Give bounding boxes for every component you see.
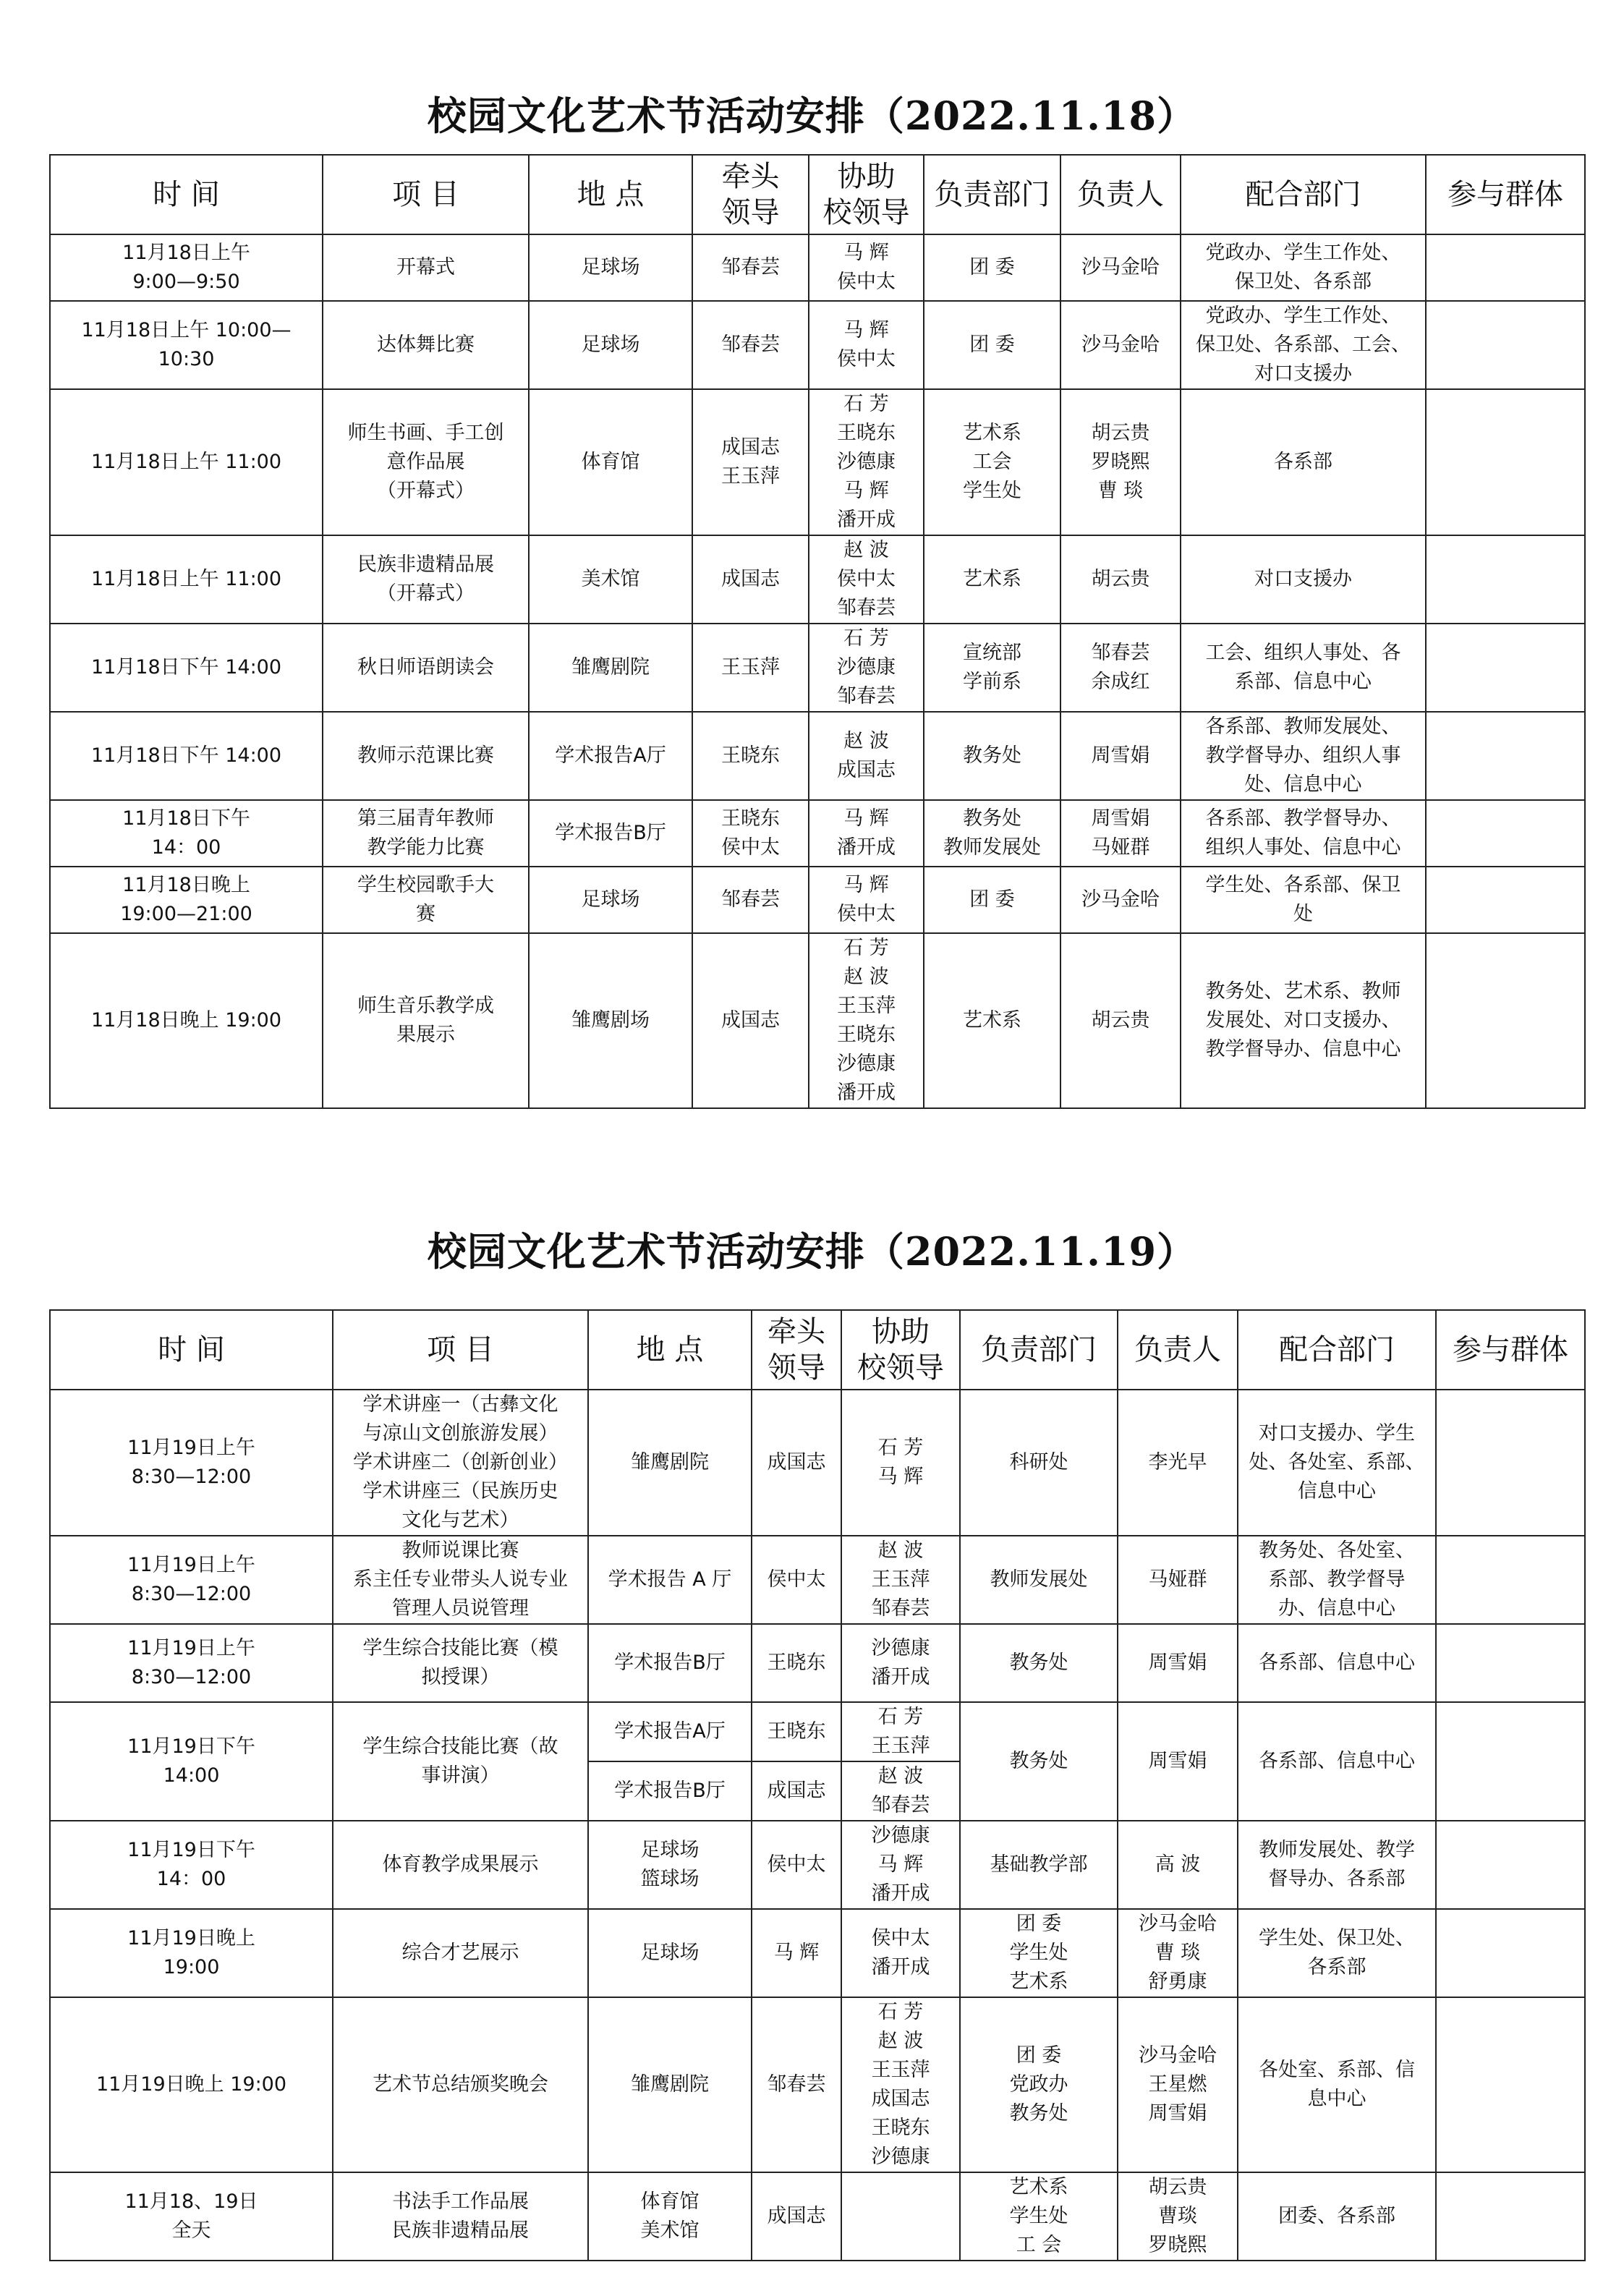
cell-item: 秋日师语朗读会 xyxy=(323,624,529,712)
cell-time: 11月19日下午 14：00 xyxy=(50,1821,333,1909)
table-header-row xyxy=(50,1310,1585,1390)
cell-lead: 邹春芸 xyxy=(692,301,809,389)
table-row xyxy=(50,234,1585,301)
cell-lead: 王晓东 侯中太 xyxy=(692,800,809,867)
cell-assist: 石 芳 沙德康 邹春芸 xyxy=(809,624,924,712)
cell-coop: 各处室、系部、信 息中心 xyxy=(1238,1997,1436,2172)
cell-coop: 教务处、各处室、 系部、教学督导 办、信息中心 xyxy=(1238,1536,1436,1624)
cell-lead: 成国志 xyxy=(752,1761,841,1821)
cell-place: 学术报告 A 厅 xyxy=(588,1536,752,1624)
cell-person: 周雪娟 xyxy=(1118,1702,1238,1821)
cell-person: 高 波 xyxy=(1118,1821,1238,1909)
cell-person: 沙马金哈 曹 琰 舒勇康 xyxy=(1118,1909,1238,1997)
cell-place: 体育馆 美术馆 xyxy=(588,2172,752,2261)
table-row xyxy=(50,800,1585,867)
cell-person: 沙马金哈 xyxy=(1060,867,1181,933)
cell-person: 胡云贵 xyxy=(1060,933,1181,1108)
table-row xyxy=(50,1624,1585,1702)
header-time: 时 间 xyxy=(50,1310,333,1390)
cell-time: 11月19日下午 14:00 xyxy=(50,1702,333,1821)
table-header-row xyxy=(50,155,1585,234)
table-row xyxy=(50,1821,1585,1909)
cell-assist: 沙德康 马 辉 潘开成 xyxy=(841,1821,960,1909)
cell-lead: 邹春芸 xyxy=(692,234,809,301)
cell-group xyxy=(1426,624,1585,712)
header-item: 项 目 xyxy=(323,155,529,234)
cell-item: 综合才艺展示 xyxy=(333,1909,588,1997)
cell-item: 师生书画、手工创 意作品展 （开幕式） xyxy=(323,389,529,535)
table-row xyxy=(50,712,1585,800)
cell-group xyxy=(1436,1997,1585,2172)
cell-assist: 马 辉 侯中太 xyxy=(809,234,924,301)
header-person: 负责人 xyxy=(1118,1310,1238,1390)
cell-lead: 马 辉 xyxy=(752,1909,841,1997)
table-row xyxy=(50,867,1585,933)
cell-person: 邹春芸 余成红 xyxy=(1060,624,1181,712)
cell-group xyxy=(1426,535,1585,624)
cell-time: 11月18日晚上 19:00 xyxy=(50,933,323,1108)
cell-coop: 教师发展处、教学 督导办、各系部 xyxy=(1238,1821,1436,1909)
cell-lead: 王晓东 xyxy=(752,1624,841,1702)
cell-coop: 工会、组织人事处、各 系部、信息中心 xyxy=(1181,624,1426,712)
cell-dept: 教务处 xyxy=(960,1624,1118,1702)
cell-person: 周雪娟 xyxy=(1060,712,1181,800)
cell-item: 达体舞比赛 xyxy=(323,301,529,389)
cell-place: 美术馆 xyxy=(529,535,692,624)
cell-person: 周雪娟 马娅群 xyxy=(1060,800,1181,867)
cell-item: 教师示范课比赛 xyxy=(323,712,529,800)
table-row xyxy=(50,2172,1585,2261)
cell-group xyxy=(1436,1624,1585,1702)
cell-coop: 各系部 xyxy=(1181,389,1426,535)
cell-coop: 学生处、各系部、保卫 处 xyxy=(1181,867,1426,933)
cell-place: 足球场 xyxy=(588,1909,752,1997)
cell-dept: 团 委 xyxy=(924,867,1060,933)
cell-item: 学生综合技能比赛（故 事讲演） xyxy=(333,1702,588,1821)
header-group: 参与群体 xyxy=(1436,1310,1585,1390)
cell-dept: 科研处 xyxy=(960,1390,1118,1536)
page-title-day1: 校园文化艺术节活动安排（2022.11.18） xyxy=(427,93,1197,139)
cell-group xyxy=(1426,933,1585,1108)
cell-assist: 马 辉 侯中太 xyxy=(809,301,924,389)
cell-group xyxy=(1426,867,1585,933)
header-coop: 配合部门 xyxy=(1238,1310,1436,1390)
page-title-day2: 校园文化艺术节活动安排（2022.11.19） xyxy=(427,1228,1197,1275)
cell-coop: 党政办、学生工作处、 保卫处、各系部 xyxy=(1181,234,1426,301)
cell-assist: 赵 波 侯中太 邹春芸 xyxy=(809,535,924,624)
cell-person: 沙马金哈 xyxy=(1060,301,1181,389)
cell-place: 雏鹰剧院 xyxy=(529,624,692,712)
cell-lead: 王晓东 xyxy=(752,1702,841,1761)
header-coop: 配合部门 xyxy=(1181,155,1426,234)
header-person: 负责人 xyxy=(1060,155,1181,234)
schedule-table-day2 xyxy=(49,1309,1586,2261)
cell-place: 足球场 xyxy=(529,867,692,933)
cell-dept: 团 委 党政办 教务处 xyxy=(960,1997,1118,2172)
cell-item: 书法手工作品展 民族非遗精品展 xyxy=(333,2172,588,2261)
cell-assist: 赵 波 邹春芸 xyxy=(841,1761,960,1821)
cell-place: 雏鹰剧院 xyxy=(588,1390,752,1536)
cell-assist: 赵 波 成国志 xyxy=(809,712,924,800)
header-assist: 协助 校领导 xyxy=(841,1310,960,1390)
cell-group xyxy=(1436,1536,1585,1624)
cell-place: 学术报告A厅 xyxy=(588,1702,752,1761)
cell-dept: 艺术系 xyxy=(924,535,1060,624)
cell-coop: 团委、各系部 xyxy=(1238,2172,1436,2261)
cell-assist: 侯中太 潘开成 xyxy=(841,1909,960,1997)
cell-item: 民族非遗精品展 （开幕式） xyxy=(323,535,529,624)
cell-assist: 沙德康 潘开成 xyxy=(841,1624,960,1702)
header-place: 地 点 xyxy=(529,155,692,234)
cell-lead: 成国志 xyxy=(692,933,809,1108)
cell-dept: 艺术系 工会 学生处 xyxy=(924,389,1060,535)
cell-lead: 侯中太 xyxy=(752,1821,841,1909)
cell-place: 学术报告B厅 xyxy=(588,1624,752,1702)
cell-item: 第三届青年教师 教学能力比赛 xyxy=(323,800,529,867)
header-group: 参与群体 xyxy=(1426,155,1585,234)
cell-dept: 团 委 xyxy=(924,234,1060,301)
cell-item: 师生音乐教学成 果展示 xyxy=(323,933,529,1108)
cell-item: 学术讲座一（古彝文化 与凉山文创旅游发展） 学术讲座二（创新创业） 学术讲座三（民族历史 文化与艺术） xyxy=(333,1390,588,1536)
cell-group xyxy=(1436,1909,1585,1997)
cell-item: 艺术节总结颁奖晚会 xyxy=(333,1997,588,2172)
header-lead: 牵头 领导 xyxy=(752,1310,841,1390)
cell-person: 胡云贵 xyxy=(1060,535,1181,624)
schedule-table-day1 xyxy=(49,154,1586,1109)
cell-assist: 石 芳 赵 波 王玉萍 成国志 王晓东 沙德康 xyxy=(841,1997,960,2172)
cell-dept: 艺术系 学生处 工 会 xyxy=(960,2172,1118,2261)
cell-lead: 侯中太 xyxy=(752,1536,841,1624)
cell-coop: 各系部、信息中心 xyxy=(1238,1702,1436,1821)
header-assist: 协助 校领导 xyxy=(809,155,924,234)
table-row xyxy=(50,389,1585,535)
cell-dept: 教务处 教师发展处 xyxy=(924,800,1060,867)
cell-person: 沙马金哈 xyxy=(1060,234,1181,301)
cell-lead: 王晓东 xyxy=(692,712,809,800)
cell-item: 开幕式 xyxy=(323,234,529,301)
cell-item: 体育教学成果展示 xyxy=(333,1821,588,1909)
cell-assist: 石 芳 王晓东 沙德康 马 辉 潘开成 xyxy=(809,389,924,535)
cell-group xyxy=(1426,301,1585,389)
cell-time: 11月19日上午 8:30—12:00 xyxy=(50,1536,333,1624)
cell-lead: 王玉萍 xyxy=(692,624,809,712)
cell-place: 学术报告A厅 xyxy=(529,712,692,800)
cell-dept: 宣统部 学前系 xyxy=(924,624,1060,712)
cell-time: 11月18日上午 11:00 xyxy=(50,389,323,535)
cell-coop: 对口支援办、学生 处、各处室、系部、 信息中心 xyxy=(1238,1390,1436,1536)
cell-assist xyxy=(841,2172,960,2261)
table-row xyxy=(50,933,1585,1108)
cell-place: 学术报告B厅 xyxy=(529,800,692,867)
cell-person: 胡云贵 曹琰 罗晓熙 xyxy=(1118,2172,1238,2261)
cell-group xyxy=(1436,2172,1585,2261)
cell-assist: 石 芳 赵 波 王玉萍 王晓东 沙德康 潘开成 xyxy=(809,933,924,1108)
cell-lead: 邹春芸 xyxy=(692,867,809,933)
cell-time: 11月18日下午 14：00 xyxy=(50,800,323,867)
cell-lead: 成国志 xyxy=(752,1390,841,1536)
cell-place: 足球场 xyxy=(529,234,692,301)
cell-item: 教师说课比赛 系主任专业带头人说专业 管理人员说管理 xyxy=(333,1536,588,1624)
cell-coop: 各系部、信息中心 xyxy=(1238,1624,1436,1702)
cell-lead: 邹春芸 xyxy=(752,1997,841,2172)
cell-place: 体育馆 xyxy=(529,389,692,535)
cell-time: 11月18日上午 9:00—9:50 xyxy=(50,234,323,301)
cell-lead: 成国志 xyxy=(752,2172,841,2261)
cell-group xyxy=(1426,389,1585,535)
cell-time: 11月19日晚上 19:00 xyxy=(50,1997,333,2172)
header-item: 项 目 xyxy=(333,1310,588,1390)
table-row xyxy=(50,624,1585,712)
cell-item: 学生校园歌手大 赛 xyxy=(323,867,529,933)
cell-place: 足球场 篮球场 xyxy=(588,1821,752,1909)
cell-person: 胡云贵 罗晓熙 曹 琰 xyxy=(1060,389,1181,535)
cell-time: 11月18日上午 11:00 xyxy=(50,535,323,624)
header-time: 时 间 xyxy=(50,155,323,234)
cell-assist: 石 芳 马 辉 xyxy=(841,1390,960,1536)
cell-dept: 团 委 学生处 艺术系 xyxy=(960,1909,1118,1997)
cell-person: 周雪娟 xyxy=(1118,1624,1238,1702)
table-row xyxy=(50,1536,1585,1624)
table-row xyxy=(50,1909,1585,1997)
cell-person: 沙马金哈 王星燃 周雪娟 xyxy=(1118,1997,1238,2172)
cell-group xyxy=(1436,1821,1585,1909)
cell-group xyxy=(1436,1702,1585,1821)
cell-time: 11月18日下午 14:00 xyxy=(50,624,323,712)
cell-dept: 基础教学部 xyxy=(960,1821,1118,1909)
cell-time: 11月19日上午 8:30—12:00 xyxy=(50,1390,333,1536)
cell-dept: 艺术系 xyxy=(924,933,1060,1108)
cell-dept: 教师发展处 xyxy=(960,1536,1118,1624)
cell-group xyxy=(1436,1390,1585,1536)
cell-assist: 石 芳 王玉萍 xyxy=(841,1702,960,1761)
cell-dept: 教务处 xyxy=(960,1702,1118,1821)
cell-person: 李光早 xyxy=(1118,1390,1238,1536)
cell-group xyxy=(1426,234,1585,301)
cell-time: 11月18、19日 全天 xyxy=(50,2172,333,2261)
header-dept: 负责部门 xyxy=(960,1310,1118,1390)
header-dept: 负责部门 xyxy=(924,155,1060,234)
cell-coop: 各系部、教师发展处、 教学督导办、组织人事 处、信息中心 xyxy=(1181,712,1426,800)
cell-lead: 成国志 王玉萍 xyxy=(692,389,809,535)
table-row xyxy=(50,301,1585,389)
cell-dept: 教务处 xyxy=(924,712,1060,800)
cell-item: 学生综合技能比赛（模 拟授课） xyxy=(333,1624,588,1702)
header-place: 地 点 xyxy=(588,1310,752,1390)
cell-place: 足球场 xyxy=(529,301,692,389)
cell-coop: 学生处、保卫处、 各系部 xyxy=(1238,1909,1436,1997)
cell-time: 11月19日上午 8:30—12:00 xyxy=(50,1624,333,1702)
table-row xyxy=(50,1702,1585,1761)
header-lead: 牵头 领导 xyxy=(692,155,809,234)
cell-time: 11月19日晚上 19:00 xyxy=(50,1909,333,1997)
cell-time: 11月18日下午 14:00 xyxy=(50,712,323,800)
cell-coop: 各系部、教学督导办、 组织人事处、信息中心 xyxy=(1181,800,1426,867)
table-row xyxy=(50,1997,1585,2172)
cell-time: 11月18日上午 10:00— 10:30 xyxy=(50,301,323,389)
cell-assist: 马 辉 侯中太 xyxy=(809,867,924,933)
cell-coop: 对口支援办 xyxy=(1181,535,1426,624)
cell-coop: 党政办、学生工作处、 保卫处、各系部、工会、 对口支援办 xyxy=(1181,301,1426,389)
cell-person: 马娅群 xyxy=(1118,1536,1238,1624)
table-row xyxy=(50,1390,1585,1536)
cell-assist: 马 辉 潘开成 xyxy=(809,800,924,867)
cell-place: 雏鹰剧院 xyxy=(588,1997,752,2172)
cell-group xyxy=(1426,800,1585,867)
cell-place: 学术报告B厅 xyxy=(588,1761,752,1821)
cell-group xyxy=(1426,712,1585,800)
cell-assist: 赵 波 王玉萍 邹春芸 xyxy=(841,1536,960,1624)
table-row xyxy=(50,535,1585,624)
cell-lead: 成国志 xyxy=(692,535,809,624)
cell-coop: 教务处、艺术系、教师 发展处、对口支援办、 教学督导办、信息中心 xyxy=(1181,933,1426,1108)
cell-dept: 团 委 xyxy=(924,301,1060,389)
cell-place: 雏鹰剧场 xyxy=(529,933,692,1108)
cell-time: 11月18日晚上 19:00—21:00 xyxy=(50,867,323,933)
